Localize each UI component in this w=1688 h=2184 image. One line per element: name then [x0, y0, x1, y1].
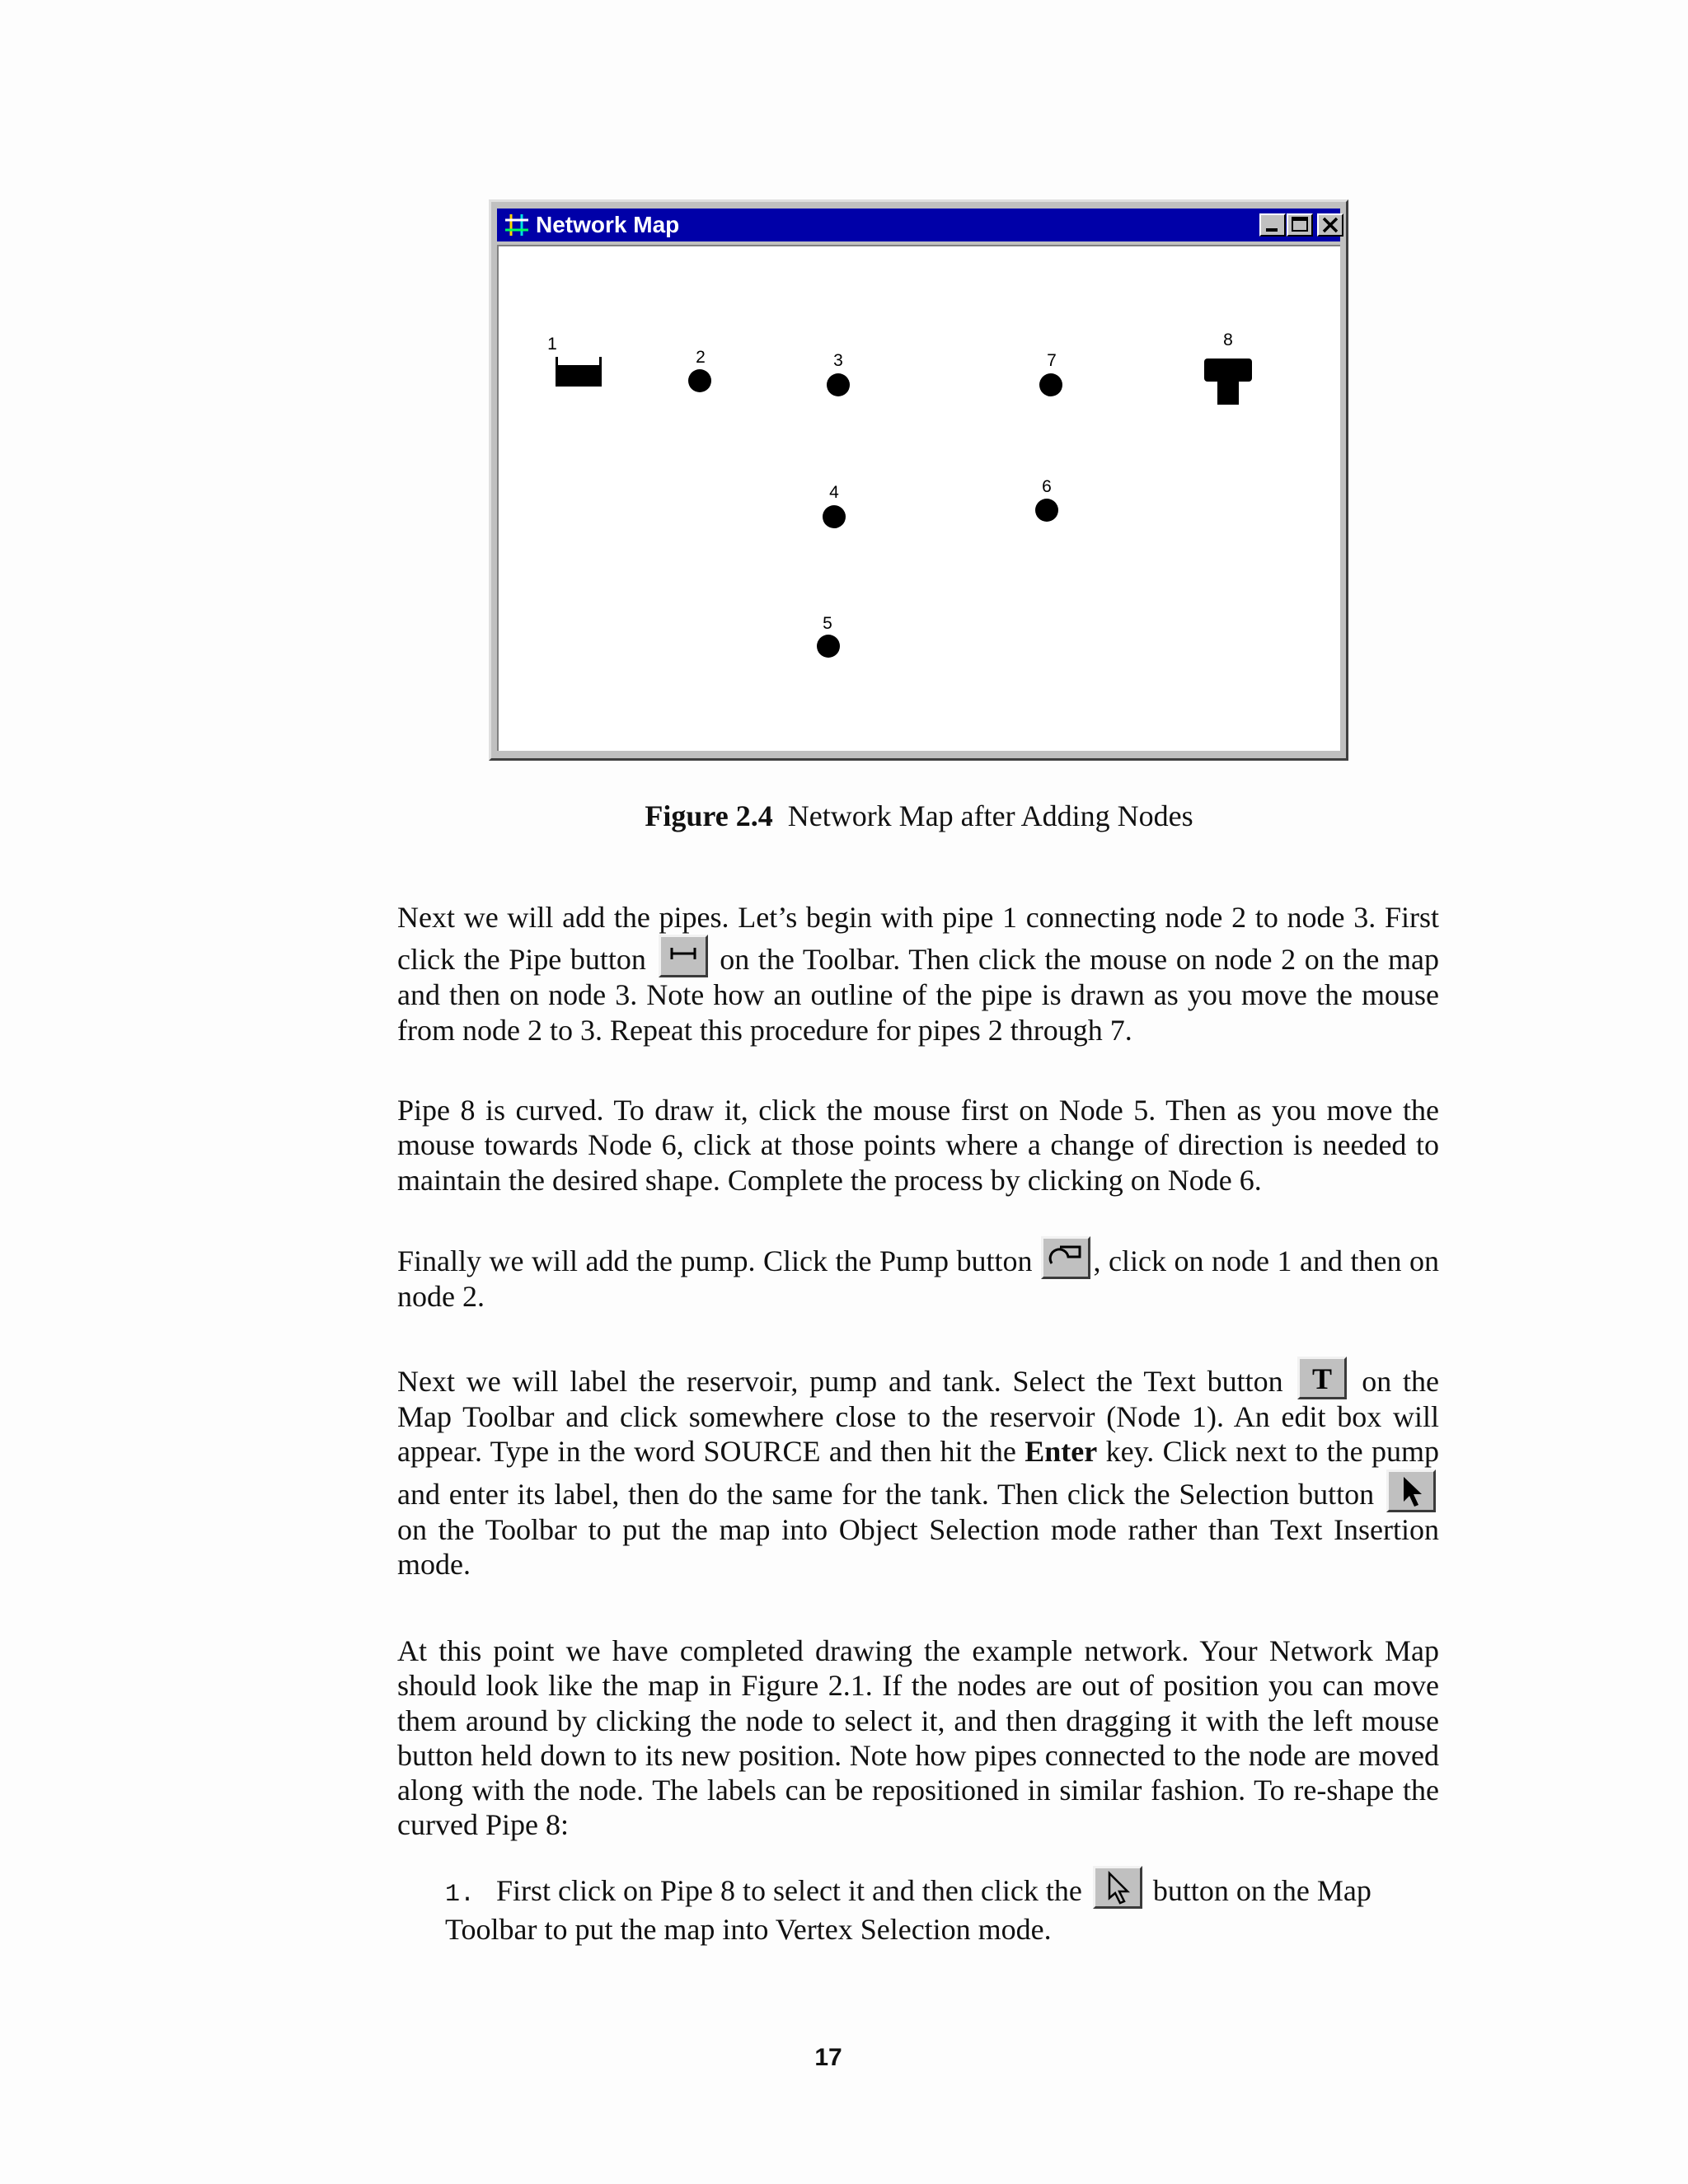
reservoir-node-1[interactable] — [556, 355, 603, 388]
paragraph-pipes — [397, 900, 1439, 1047]
svg-text:T: T — [1312, 1362, 1333, 1395]
figure-caption — [0, 798, 1688, 834]
node-label: 3 — [833, 351, 843, 370]
window-title: Network Map — [536, 212, 680, 237]
paragraph-text: on the Map Toolbar and click somewhere close to the reservoir (Node 1). An edit box will appear. Type in the word SOURCE and then hit the — [397, 1365, 1440, 1469]
text-button-icon — [1300, 1359, 1344, 1397]
node-label: 8 — [1223, 330, 1233, 349]
minimize-icon — [1261, 215, 1284, 235]
junction-node-7[interactable] — [1039, 373, 1062, 396]
vertex-button[interactable] — [1093, 1866, 1142, 1909]
text-button[interactable] — [1297, 1357, 1347, 1399]
selection-button[interactable] — [1386, 1469, 1436, 1512]
paragraph-text: button on the Map Toolbar to put the map into Vertex Selection mode. — [445, 1874, 1372, 1947]
paragraph-text: on the Toolbar to put the map into Object Selection mode rather than Text Insertion mode. — [397, 1512, 1439, 1581]
paragraph-completed — [397, 1633, 1439, 1843]
node-label: 6 — [1042, 477, 1052, 496]
paragraph-text: , click on node 1 and then on node 2. — [397, 1244, 1439, 1313]
maximize-icon — [1288, 215, 1311, 235]
map-canvas[interactable] — [497, 245, 1340, 751]
list-item — [445, 1866, 1401, 1947]
maximize-button[interactable] — [1287, 213, 1313, 237]
close-button[interactable] — [1317, 213, 1343, 237]
paragraph-text: Next we will label the reservoir, pump and tank. Select the Text button — [397, 1365, 1283, 1398]
vertex-arrow-icon — [1095, 1868, 1140, 1906]
paragraph-text: Pipe 8 is curved. To draw it, click the mouse first on Node 5. Then as you move the mouse towards Node 6, click at those points where a change of direction is needed to maintain the desired shape. Complete the process by clicking on Node 6. — [397, 1094, 1439, 1197]
paragraph-text: Next we will add the pipes. Let’s begin with pipe 1 connecting node 2 to node 3. First click the Pipe button — [397, 901, 1439, 977]
page-number: 17 — [814, 2044, 842, 2071]
paragraph-text: First click on Pipe 8 to select it and then click the — [496, 1874, 1082, 1907]
pipe-button-icon — [661, 937, 706, 975]
pump-button-icon — [1043, 1239, 1088, 1277]
node-label: 2 — [696, 348, 706, 367]
junction-node-4[interactable] — [823, 505, 846, 528]
junction-node-5[interactable] — [817, 635, 840, 658]
junction-node-2[interactable] — [688, 369, 711, 392]
network-map-window — [489, 199, 1348, 761]
junction-node-6[interactable] — [1035, 499, 1058, 522]
paragraph-text: Finally we will add the pump. Click the Pump button — [397, 1244, 1033, 1277]
node-label: 4 — [829, 483, 839, 502]
paragraph-text: on the Toolbar. Then click the mouse on node 2 on the map and then on node 3. Note how an outline of the pipe is drawn as you move the mouse from node 2 to 3. Repeat this procedure for pipes 2 through 7. — [397, 943, 1440, 1047]
tank-node-8[interactable] — [1204, 359, 1254, 406]
paragraph-pump — [397, 1236, 1439, 1314]
node-label: 5 — [823, 614, 832, 633]
network-map-icon — [504, 213, 530, 237]
figure-caption-text: Network Map after Adding Nodes — [787, 799, 1193, 832]
junction-node-3[interactable] — [827, 373, 850, 396]
list-item-number: 1. — [445, 1881, 476, 1909]
node-label: 1 — [547, 335, 557, 354]
pipe-button[interactable] — [659, 935, 708, 977]
window-titlebar[interactable] — [497, 209, 1340, 241]
pump-button[interactable] — [1041, 1236, 1090, 1279]
close-icon — [1319, 215, 1342, 235]
minimize-button[interactable] — [1259, 213, 1286, 237]
paragraph-labels — [397, 1357, 1439, 1582]
paragraph-text: At this point we have completed drawing the example network. Your Network Map should look like the map in Figure 2.1. If the nodes are out of position you can move them around by clicking the node to select it, and then dragging it with the left mouse button held down to its new position. Note how pipes connected to the node are moved along with the node. The labels can be repositioned in similar fashion. To re-shape the curved Pipe 8: — [397, 1634, 1439, 1842]
bold-keyword: Enter — [1025, 1435, 1098, 1469]
node-label: 7 — [1047, 351, 1057, 370]
paragraph-text: key. Click next to the pump and enter its label, then do the same for the tank. Then click the Selection button — [397, 1435, 1439, 1511]
figure-label: Figure 2.4 — [645, 799, 773, 832]
paragraph-curved-pipe — [397, 1093, 1439, 1197]
selection-arrow-icon — [1389, 1472, 1433, 1510]
